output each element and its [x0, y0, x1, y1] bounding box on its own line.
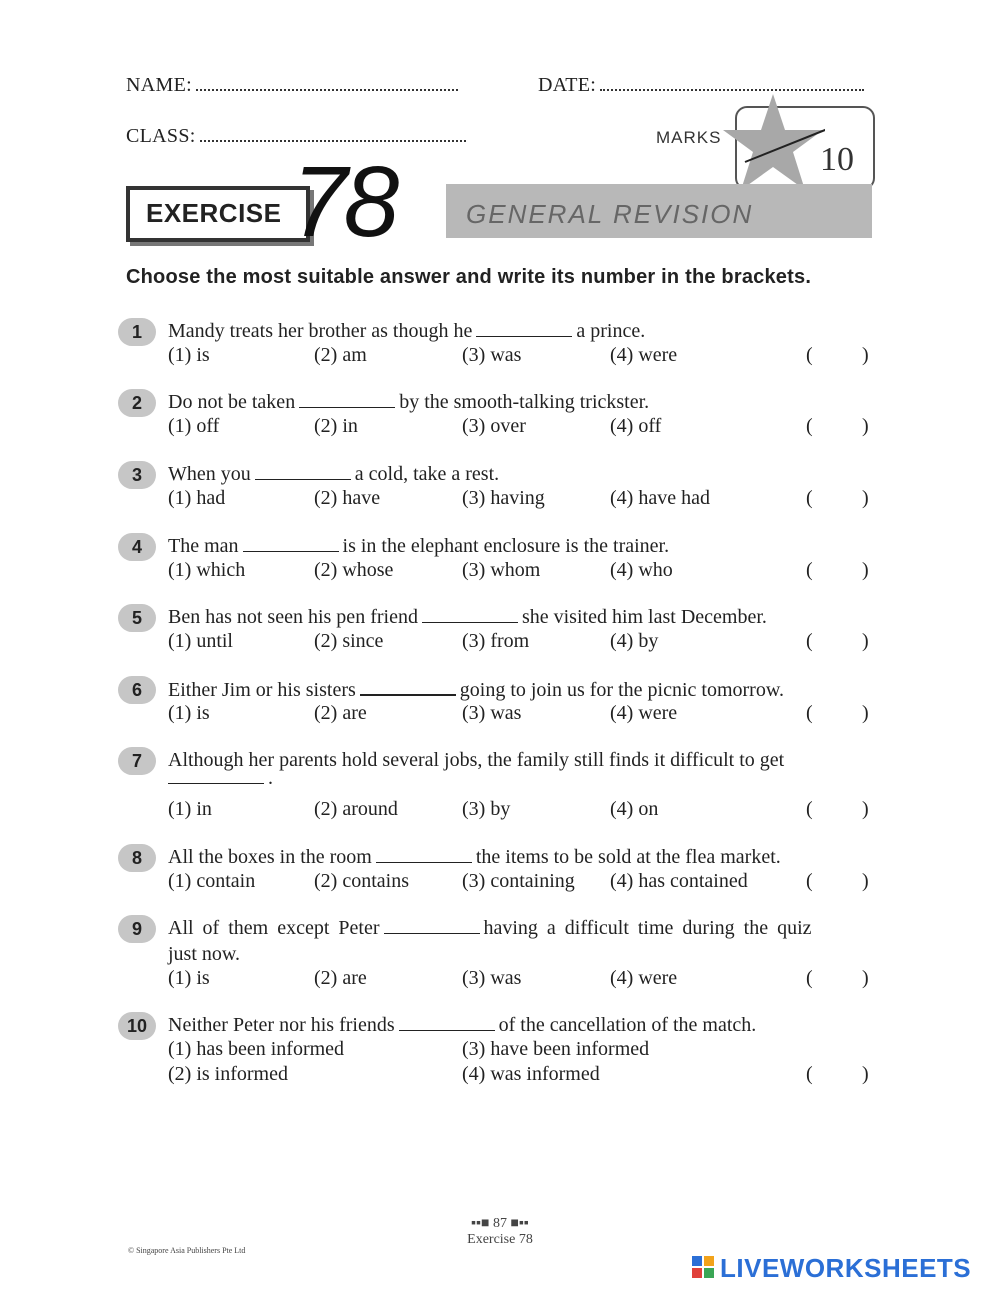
- question-stem: [168, 676, 784, 703]
- question-stem: [168, 1012, 756, 1038]
- option: (3) whom: [462, 559, 541, 581]
- stem-text: All of them except Peter: [168, 917, 380, 939]
- option: (1) which: [168, 559, 246, 581]
- stem-text: Either Jim or his sisters: [168, 679, 356, 701]
- answer-bracket-open[interactable]: (: [806, 798, 813, 820]
- option: (1) is: [168, 702, 210, 724]
- option: (3) was: [462, 967, 522, 989]
- option: (2) in: [314, 415, 358, 437]
- question-stem: [168, 844, 781, 870]
- question-stem: [168, 604, 767, 630]
- option: (2) contains: [314, 870, 409, 892]
- option: (2) have: [314, 487, 381, 509]
- option: (1) contain: [168, 870, 256, 892]
- option: (2) am: [314, 344, 367, 366]
- answer-bracket-open[interactable]: (: [806, 344, 813, 366]
- stem-text: Ben has not seen his pen friend: [168, 606, 418, 628]
- question-number: 3: [118, 461, 156, 489]
- class-dotted-line[interactable]: [200, 126, 466, 142]
- option: (2) are: [314, 702, 367, 724]
- stem-text: .: [268, 767, 273, 789]
- question-stem: [168, 389, 649, 415]
- answer-bracket-open[interactable]: (: [806, 702, 813, 724]
- question-stem-line-2: [168, 765, 273, 791]
- answer-blank[interactable]: [255, 461, 351, 480]
- exercise-reference: Exercise 78: [467, 1232, 533, 1247]
- answer-blank[interactable]: [299, 389, 395, 408]
- option: (3) over: [462, 415, 526, 437]
- answer-bracket-close: ): [862, 344, 869, 366]
- stem-text: of the cancellation of the match.: [498, 1014, 757, 1036]
- answer-bracket-close: ): [862, 798, 869, 820]
- option: (3) was: [462, 344, 522, 366]
- answer-blank[interactable]: [243, 533, 339, 552]
- question-stem: [168, 318, 645, 344]
- answer-bracket-open[interactable]: (: [806, 1063, 813, 1085]
- answer-bracket-close: ): [862, 559, 869, 581]
- option: (4) have had: [610, 487, 710, 509]
- option: (3) from: [462, 630, 530, 652]
- stem-text: All the boxes in the room: [168, 846, 372, 868]
- stem-text: Although her parents hold several jobs, the family still finds it difficult to get: [168, 749, 785, 771]
- name-dotted-line[interactable]: [196, 75, 458, 91]
- liveworksheets-brand[interactable]: LIVEWORKSHEETS: [720, 1253, 972, 1283]
- option: (3) have been informed: [462, 1038, 650, 1060]
- page-footer: [440, 1216, 560, 1248]
- question-number: 10: [118, 1012, 156, 1040]
- star-icon: [715, 92, 825, 192]
- question-stem: [168, 461, 499, 487]
- date-dotted-line[interactable]: [600, 75, 864, 91]
- answer-bracket-close: ): [862, 415, 869, 437]
- marks-total: 10: [820, 141, 854, 178]
- question-number: 8: [118, 844, 156, 872]
- exercise-number: 78: [292, 146, 396, 258]
- option: (1) off: [168, 415, 220, 437]
- answer-bracket-open[interactable]: (: [806, 630, 813, 652]
- question-number: 6: [118, 676, 156, 704]
- option: (4) were: [610, 702, 678, 724]
- exercise-label-box: [126, 186, 310, 242]
- stem-text: a prince.: [576, 320, 646, 342]
- stem-text: Do not be taken: [168, 391, 296, 413]
- option: (2) whose: [314, 559, 394, 581]
- question-stem: [168, 533, 669, 559]
- stem-text: Neither Peter nor his friends: [168, 1014, 395, 1036]
- option: (4) by: [610, 630, 659, 652]
- stem-text: Mandy treats her brother as though he: [168, 320, 473, 342]
- answer-bracket-close: ): [862, 702, 869, 724]
- option: (4) has contained: [610, 870, 748, 892]
- copyright-notice: © Singapore Asia Publishers Pte Ltd: [128, 1246, 246, 1255]
- option: (4) were: [610, 344, 678, 366]
- stem-text: she visited him last December.: [521, 606, 767, 628]
- option: (3) containing: [462, 870, 575, 892]
- answer-blank[interactable]: [422, 604, 518, 623]
- option: (3) was: [462, 702, 522, 724]
- answer-blank[interactable]: [376, 844, 472, 863]
- stem-text: When you: [168, 463, 251, 485]
- question-stem: [168, 915, 812, 941]
- topic-title: GENERAL REVISION: [466, 199, 754, 229]
- stem-text: the items to be sold at the flea market.: [475, 846, 781, 868]
- option: (1) had: [168, 487, 226, 509]
- answer-bracket-open[interactable]: (: [806, 870, 813, 892]
- option: (2) is informed: [168, 1063, 288, 1085]
- name-label: NAME:: [126, 74, 192, 96]
- option: (4) was informed: [462, 1063, 600, 1085]
- option: (4) who: [610, 559, 673, 581]
- stem-text: going to join us for the picnic tomorrow.: [459, 679, 784, 701]
- answer-bracket-open[interactable]: (: [806, 415, 813, 437]
- answer-blank[interactable]: [384, 915, 480, 934]
- option: (2) since: [314, 630, 384, 652]
- answer-bracket-close: ): [862, 870, 869, 892]
- option: (4) were: [610, 967, 678, 989]
- question-number: 2: [118, 389, 156, 417]
- answer-blank[interactable]: [360, 676, 456, 696]
- class-label: CLASS:: [126, 125, 196, 147]
- answer-bracket-close: ): [862, 630, 869, 652]
- stem-text: a cold, take a rest.: [354, 463, 500, 485]
- option: (3) having: [462, 487, 545, 509]
- stem-text: by the smooth-talking trickster.: [399, 391, 650, 413]
- liveworksheets-logo-icon: [692, 1254, 716, 1280]
- option: (1) until: [168, 630, 233, 652]
- date-label: DATE:: [538, 74, 597, 96]
- exercise-label: EXERCISE: [146, 198, 282, 228]
- answer-bracket-open[interactable]: (: [806, 559, 813, 581]
- option: (1) has been informed: [168, 1038, 345, 1060]
- name-field: [126, 74, 458, 97]
- answer-bracket-open[interactable]: (: [806, 967, 813, 989]
- answer-blank[interactable]: [168, 765, 264, 784]
- page-number: ▪▪■ 87 ■▪▪: [471, 1216, 529, 1231]
- option: (4) on: [610, 798, 659, 820]
- question-number: 7: [118, 747, 156, 775]
- topic-bar: [446, 184, 872, 238]
- answer-blank[interactable]: [399, 1012, 495, 1031]
- option: (1) in: [168, 798, 212, 820]
- question-number: 1: [118, 318, 156, 346]
- class-field: [126, 125, 466, 148]
- option: (2) around: [314, 798, 398, 820]
- option: (4) off: [610, 415, 662, 437]
- answer-bracket-close: ): [862, 967, 869, 989]
- question-number: 9: [118, 915, 156, 943]
- answer-bracket-open[interactable]: (: [806, 487, 813, 509]
- stem-text: having a difficult time during the quiz: [483, 917, 812, 939]
- question-number: 5: [118, 604, 156, 632]
- marks-label: MARKS: [656, 128, 722, 147]
- question-number: 4: [118, 533, 156, 561]
- question-stem-line-2: just now.: [168, 943, 241, 965]
- stem-text: is in the elephant enclosure is the trainer.: [342, 535, 670, 557]
- option: (3) by: [462, 798, 511, 820]
- option: (1) is: [168, 344, 210, 366]
- answer-bracket-close: ): [862, 487, 869, 509]
- stem-text: The man: [168, 535, 239, 557]
- option: (2) are: [314, 967, 367, 989]
- answer-blank[interactable]: [476, 318, 572, 337]
- instruction: Choose the most suitable answer and write its number in the brackets.: [126, 266, 812, 288]
- option: (1) is: [168, 967, 210, 989]
- answer-bracket-close: ): [862, 1063, 869, 1085]
